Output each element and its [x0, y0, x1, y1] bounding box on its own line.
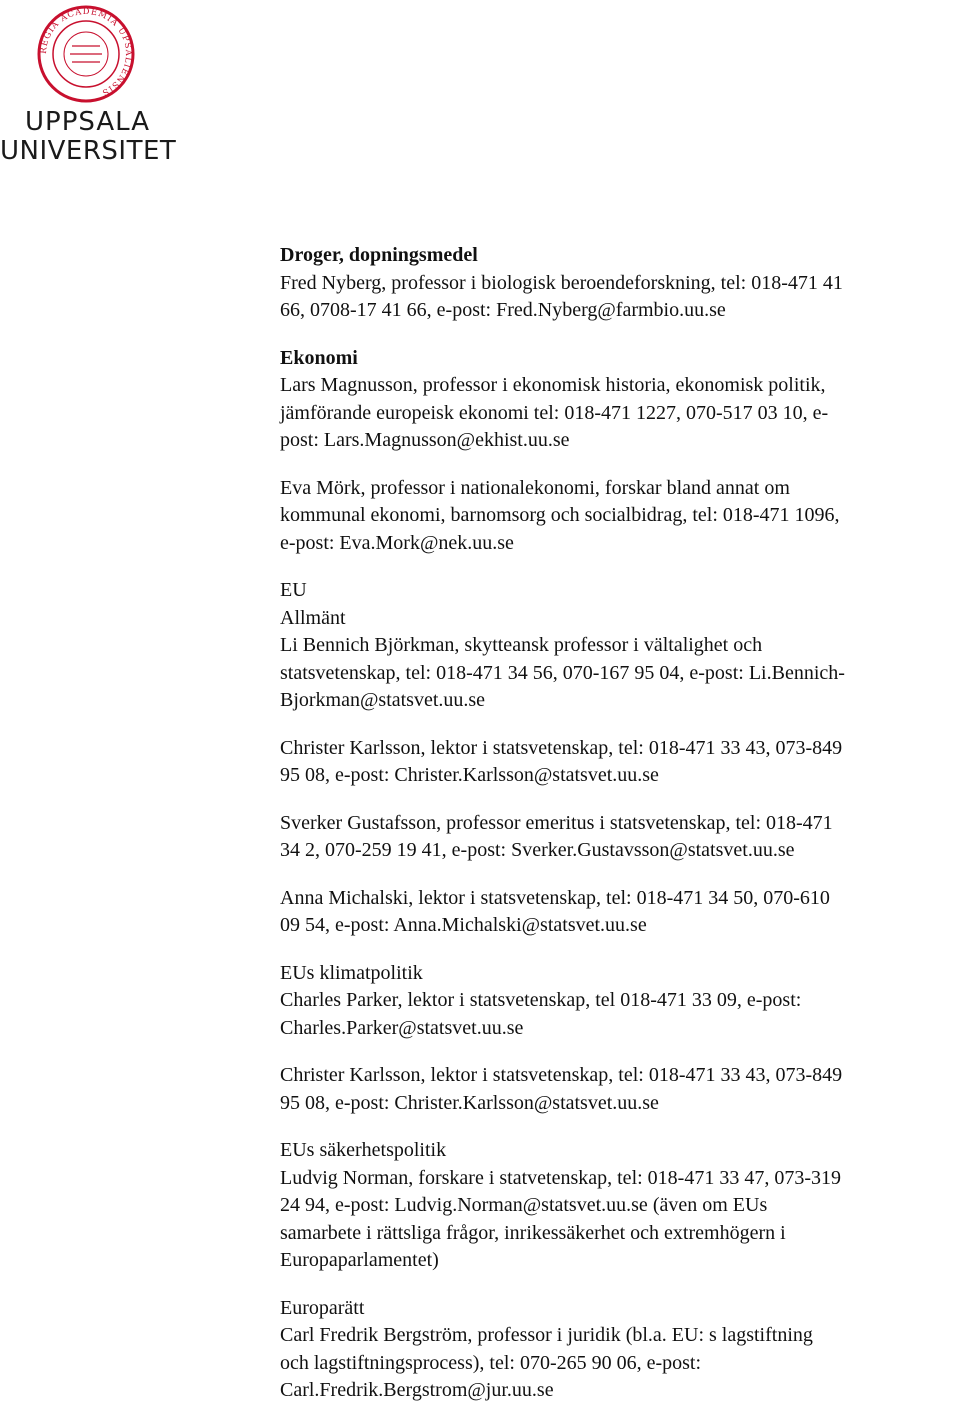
- entry-line: Carl.Fredrik.Bergstrom@jur.uu.se: [280, 1379, 554, 1401]
- entry-line: 95 08, e-post: Christer.Karlsson@statsvet.uu.se: [280, 1091, 659, 1114]
- entry-line: Eva Mörk, professor i nationalekonomi, forskar bland annat om: [280, 476, 790, 499]
- entry-line: Fred Nyberg, professor i biologisk beroendeforskning, tel: 018-471 41: [280, 271, 843, 294]
- entry-line: Christer Karlsson, lektor i statsvetenskap, tel: 018-471 33 43, 073-849: [280, 1064, 843, 1086]
- entry-line: Charles.Parker@statsvet.uu.se: [280, 1016, 524, 1039]
- entry-line: post: Lars.Magnusson@ekhist.uu.se: [280, 429, 570, 451]
- section-heading: Droger, dopningsmedel: [280, 244, 478, 266]
- entry-line: Lars Magnusson, professor i ekonomisk historia, ekonomisk politik,: [280, 374, 826, 396]
- entry-line: statsvetenskap, tel: 018-471 34 56, 070-167 95 04, e-post: Li.Bennich-: [280, 661, 845, 684]
- section-heading: Ekonomi: [280, 346, 358, 369]
- entry-line: 95 08, e-post: Christer.Karlsson@statsvet.uu.se: [280, 764, 659, 786]
- entry-line: 09 54, e-post: Anna.Michalski@statsvet.uu.se: [280, 914, 647, 936]
- university-wordmark: [0, 108, 175, 166]
- expert-entry: [280, 475, 955, 558]
- entry-line: jämförande europeisk ekonomi tel: 018-471 1227, 070-517 03 10, e-: [280, 401, 829, 424]
- entry-line: samarbete i rättsliga frågor, inrikessäkerhet och extremhögern i: [280, 1221, 786, 1244]
- entry-line: EU: [280, 579, 307, 601]
- expert-entry: [280, 1137, 955, 1275]
- entry-line: Europarätt: [280, 1296, 365, 1319]
- entry-line: Allmänt: [280, 606, 346, 629]
- entry-line: och lagstiftningsprocess), tel: 070-265 90 06, e-post:: [280, 1351, 702, 1374]
- entry-line: 34 2, 070-259 19 41, e-post: Sverker.Gustavsson@statsvet.uu.se: [280, 839, 795, 861]
- entry-line: EUs klimatpolitik: [280, 961, 423, 984]
- entry-line: Anna Michalski, lektor i statsvetenskap, tel: 018-471 34 50, 070-610: [280, 886, 830, 909]
- expert-entry: [280, 1295, 955, 1405]
- expert-entry: [280, 345, 955, 455]
- expert-list: [280, 242, 955, 1425]
- entry-line: Christer Karlsson, lektor i statsvetenskap, tel: 018-471 33 43, 073-849: [280, 736, 843, 759]
- expert-entry: [280, 885, 955, 940]
- entry-line: EUs säkerhetspolitik: [280, 1139, 447, 1161]
- expert-entry: [280, 577, 955, 715]
- expert-entry: [280, 1062, 955, 1117]
- entry-line: Carl Fredrik Bergström, professor i juridik (bl.a. EU: s lagstiftning: [280, 1324, 813, 1346]
- entry-line: e-post: Eva.Mork@nek.uu.se: [280, 531, 514, 554]
- university-logo: [0, 0, 175, 175]
- entry-line: 66, 0708-17 41 66, e-post: Fred.Nyberg@farmbio.uu.se: [280, 299, 726, 321]
- entry-line: Charles Parker, lektor i statsvetenskap, tel 018-471 33 09, e-post:: [280, 989, 802, 1011]
- entry-line: Sverker Gustafsson, professor emeritus i statsvetenskap, tel: 018-471: [280, 811, 833, 834]
- expert-entry: [280, 242, 955, 325]
- university-name-line1: UPPSALA: [24, 107, 151, 137]
- svg-text:REGIA ACADEMIA UPSALIENSIS: REGIA ACADEMIA UPSALIENSIS: [38, 6, 134, 98]
- university-seal-icon: [36, 4, 136, 104]
- expert-entry: [280, 810, 955, 865]
- entry-line: Europaparlamentet): [280, 1249, 439, 1271]
- entry-line: 24 94, e-post: Ludvig.Norman@statsvet.uu.se (även om EUs: [280, 1194, 768, 1216]
- entry-line: Ludvig Norman, forskare i statvetenskap, tel: 018-471 33 47, 073-319: [280, 1166, 841, 1189]
- entry-line: Bjorkman@statsvet.uu.se: [280, 689, 486, 711]
- entry-line: Li Bennich Björkman, skytteansk professor i vältalighet och: [280, 634, 763, 656]
- expert-entry: [280, 735, 955, 790]
- expert-entry: [280, 960, 955, 1043]
- university-name-line2: UNIVERSITET: [0, 136, 177, 166]
- entry-line: kommunal ekonomi, barnomsorg och socialbidrag, tel: 018-471 1096,: [280, 504, 840, 526]
